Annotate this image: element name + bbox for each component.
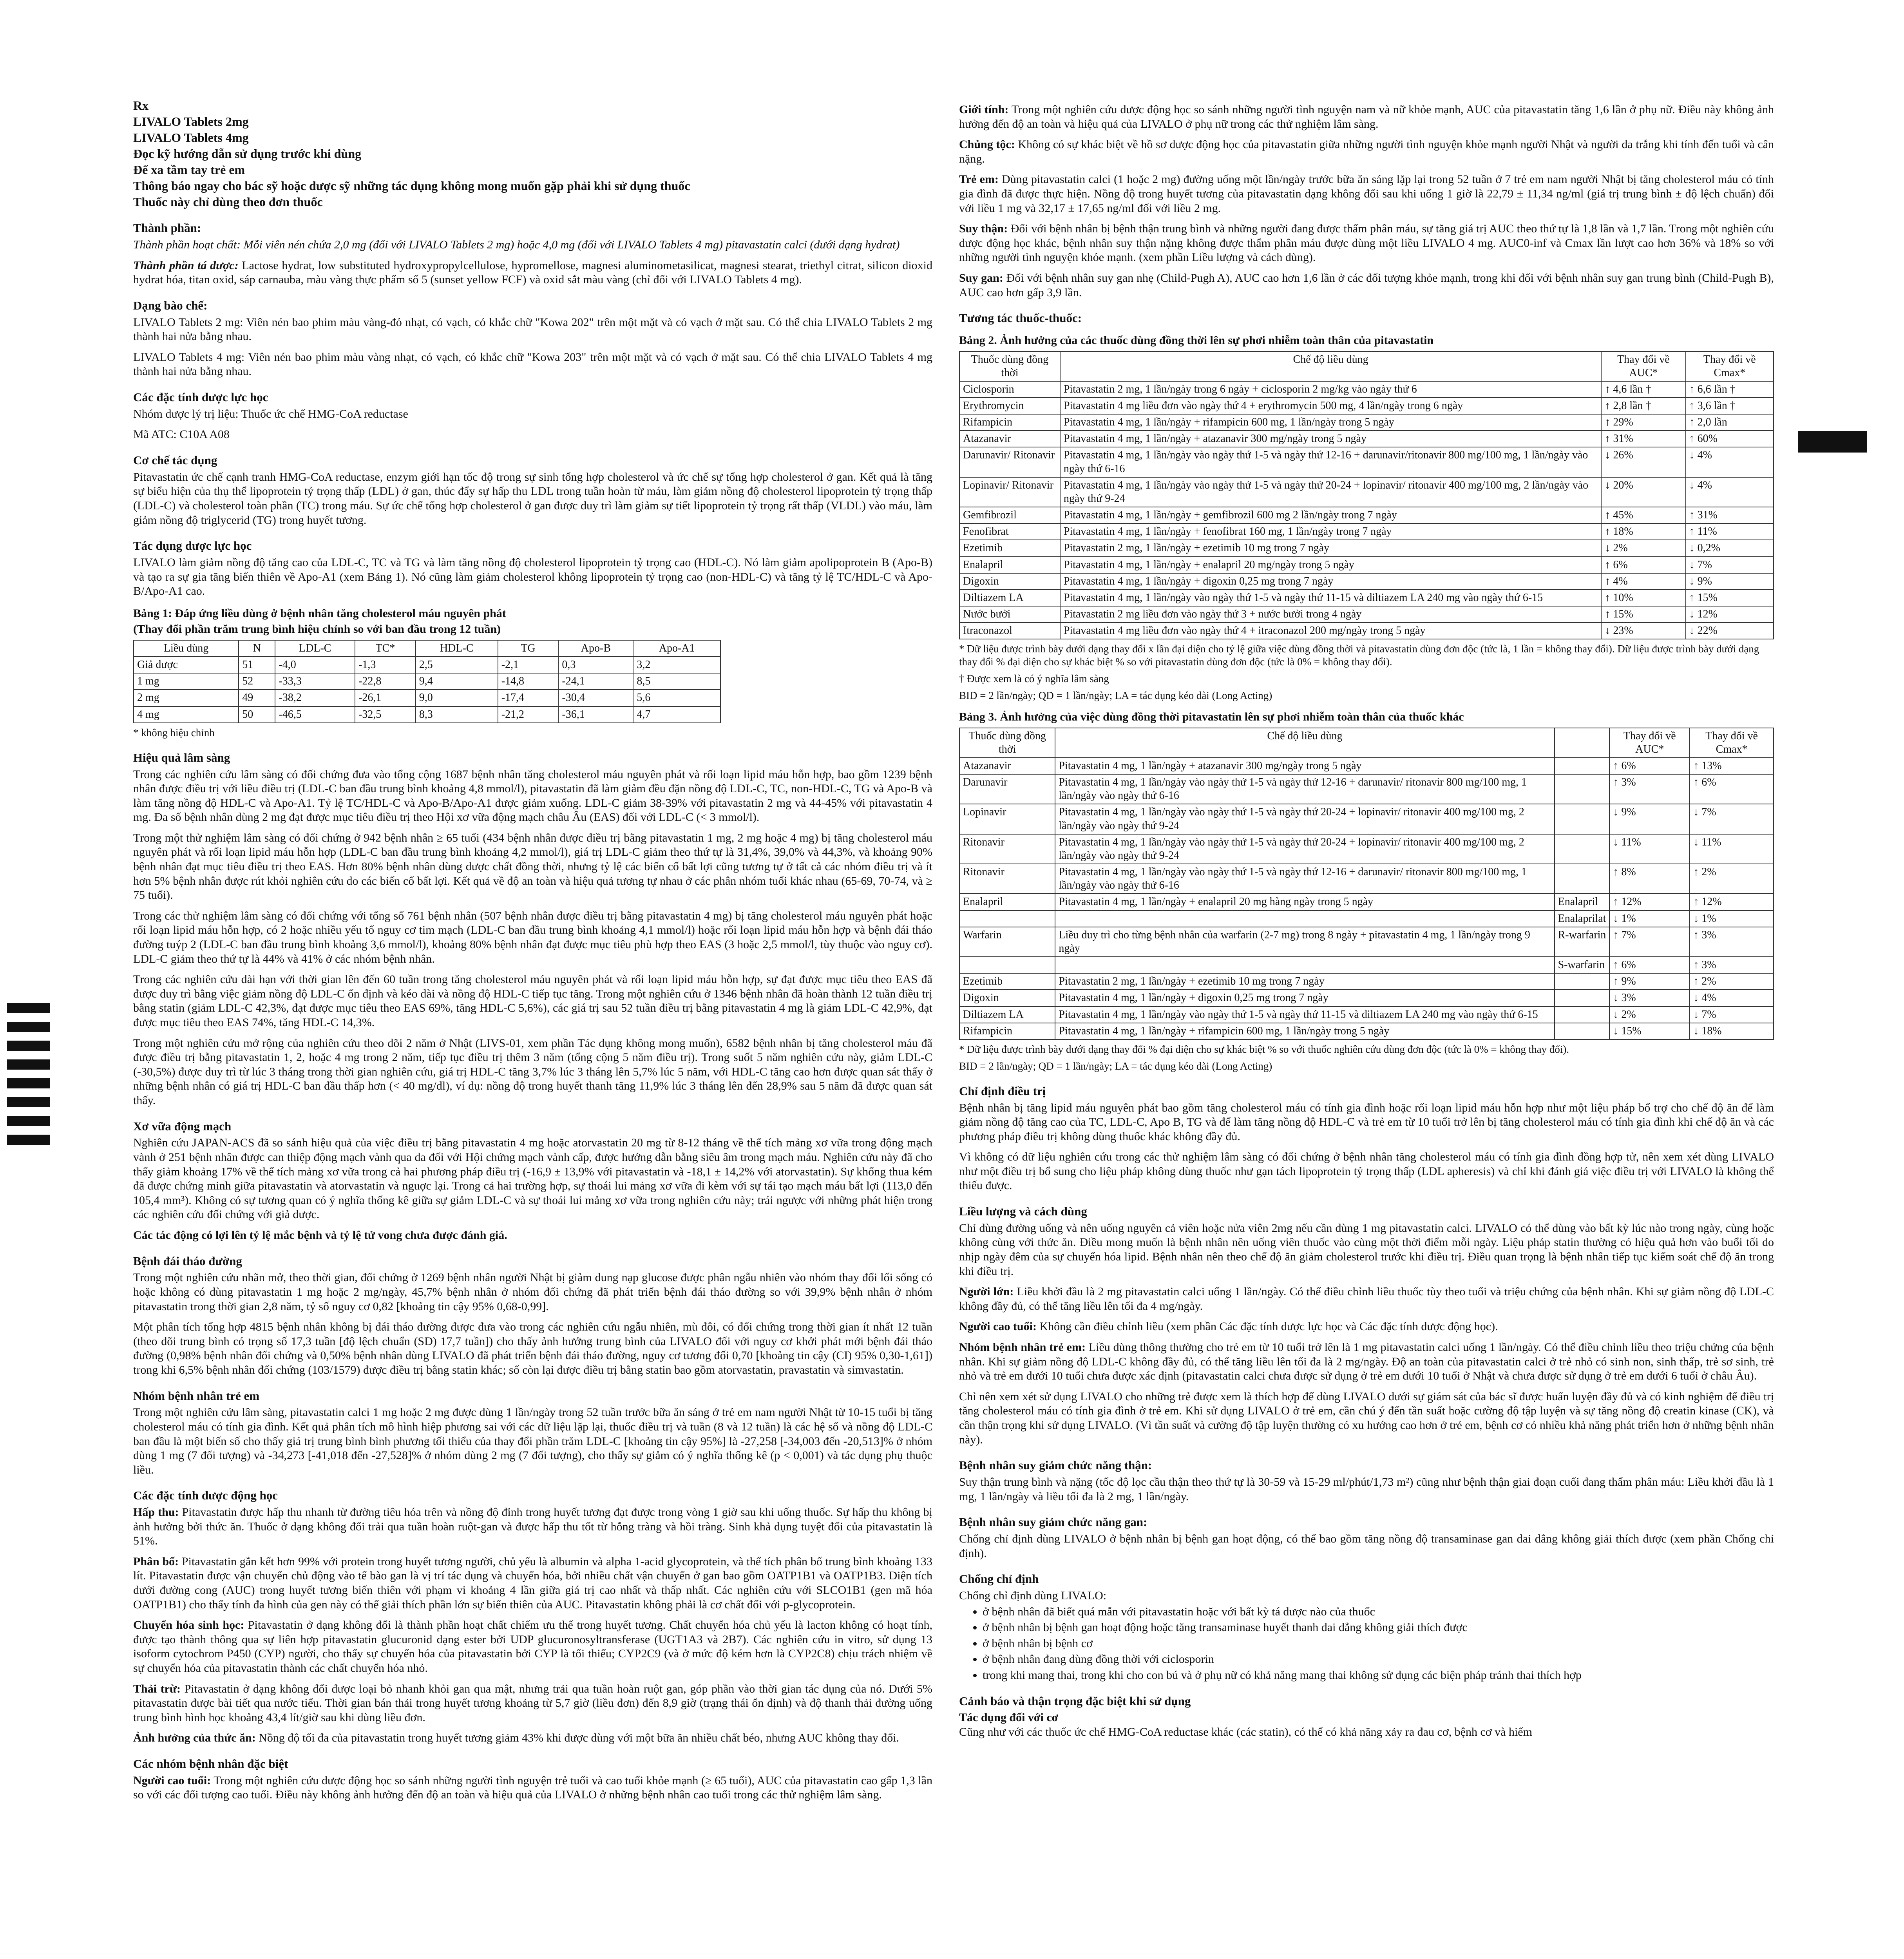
table-cell: Pitavastatin 4 mg, 1 lần/ngày + atazanavir 300 mg/ngày trong 5 ngày — [1060, 431, 1602, 447]
table-header-cell: TC* — [355, 640, 416, 657]
table-row — [959, 804, 1774, 834]
table-cell: ↑ 2% — [1690, 864, 1774, 894]
table-row — [959, 758, 1774, 774]
table-cell: 4 mg — [134, 706, 239, 723]
table1-caption2: (Thay đổi phần trăm trung bình hiệu chỉnh so với ban đầu trong 12 tuần) — [133, 623, 501, 636]
table-cell: R-warfarin — [1555, 927, 1610, 957]
table-row — [959, 414, 1774, 431]
table-cell — [1555, 990, 1610, 1006]
table-cell: ↑ 15% — [1686, 590, 1774, 606]
table-row — [959, 911, 1774, 927]
clinical-p1: Trong các nghiên cứu lâm sàng có đối chứng đưa vào tổng cộng 1687 bệnh nhân tăng cholesterol máu nguyên phát và rối loạn lipid máu hỗn hợp, bao gồm 1239 bệnh nhân được điều trị với liều điều trị (LDL-C ban đầu trung bình khoảng 4,8 mmol/l), pitavastatin đã làm giảm đều đặn nồng độ LDL-C, TC, non-HDL-C, TG và Apo-B và làm tăng nồng độ HDL-C và Apo-A1. Tỷ lệ TC/HDL-C và Apo-B/Apo-A1 được giảm xuống. LDL-C giảm 38-39% với pitavastatin 2 mg và 44-45% với pitavastatin 4 mg. Đa số bệnh nhân dùng 2 mg đạt được mục tiêu điều trị theo Hội xơ vữa động mạch châu Âu (EAS) đối với LDL-C (< 3 mmol/l). — [133, 768, 932, 824]
table-row — [959, 381, 1774, 398]
table-cell: 49 — [239, 690, 275, 706]
table-cell: ↑ 7% — [1609, 927, 1690, 957]
table2 — [959, 351, 1774, 640]
table-row — [959, 1007, 1774, 1023]
table-row — [959, 590, 1774, 606]
table-cell: ↑ 6% — [1609, 758, 1690, 774]
pharmacology-group: Nhóm dược lý trị liệu: Thuốc ức chế HMG-CoA reductase — [133, 407, 408, 420]
table-cell: Itraconazol — [959, 623, 1060, 639]
table-cell: ↑ 12% — [1609, 894, 1690, 910]
table-row — [959, 606, 1774, 623]
warnings-text: Cũng như với các thuốc ức chế HMG-CoA reductase khác (các statin), có thể có khả năng xảy ra đau cơ, bệnh cơ và hiếm — [959, 1725, 1532, 1738]
table-cell: Darunavir — [959, 774, 1055, 804]
dosage-renal: Suy thận trung bình và nặng (tốc độ lọc cầu thận theo thứ tự là 30-59 và 15-29 ml/phút/1,73 m²) cũng như bệnh thận giai đoạn cuối đang thẩm phân máu: Liều khởi đầu là 1 mg, 1 lần/ngày và liều tối đa là 2 mg, 1 lần/ngày. — [959, 1476, 1774, 1503]
table-header-cell: Chế độ liều dùng — [1060, 351, 1602, 381]
table-cell: Fenofibrat — [959, 523, 1060, 540]
table-cell: Pitavastatin 4 mg, 1 lần/ngày + fenofibrat 160 mg, 1 lần/ngày trong 7 ngày — [1060, 523, 1602, 540]
pk-food: Ảnh hưởng của thức ăn: Nồng độ tối đa của pitavastatin trong huyết tương giảm 43% khi được dùng với một bữa ăn nhiều chất béo, nhưng AUC không thay đổi. — [133, 1731, 900, 1745]
table-cell: ↓ 18% — [1690, 1023, 1774, 1039]
clinical-title: Hiệu quả lâm sàng — [133, 750, 230, 764]
table-cell: Pitavastatin 4 mg, 1 lần/ngày + rifampicin 600 mg, 1 lần/ngày trong 5 ngày — [1055, 1023, 1554, 1039]
table-cell: 51 — [239, 657, 275, 673]
dosage-renal-title: Bệnh nhân suy giảm chức năng thận: — [959, 1458, 1152, 1472]
pk-elderly: Người cao tuổi: Trong một nghiên cứu dược động học so sánh những người tình nguyện trẻ tuổi và cao tuổi khỏe mạnh (≥ 65 tuổi), AUC của pitavastatin cao gấp 1,3 lần so với các đối tượng cao tuổi. Điều này không ảnh hưởng đến độ an toàn và hiệu quả của LIVALO ở những bệnh nhân cao tuổi trong các thử nghiệm lâm sàng. — [133, 1774, 932, 1801]
pk-hepatic: Suy gan: Đối với bệnh nhân suy gan nhẹ (Child-Pugh A), AUC cao hơn 1,6 lần ở các đối tượng khỏe mạnh, trong khi đối với bệnh nhân suy gan trung bình (Child-Pugh B), AUC cao hơn gấp 3,9 lần. — [959, 271, 1774, 299]
dosage-hepatic: Chống chỉ định dùng LIVALO ở bệnh nhân bị bệnh gan hoạt động, có thể bao gồm tăng nồng độ transaminase gan dai dẳng không giải thích được (xem phần Chống chỉ định). — [959, 1532, 1774, 1560]
table-header-cell: Thay đổi về AUC* — [1601, 351, 1685, 381]
indications-p2: Vì không có dữ liệu nghiên cứu trong các thử nghiệm lâm sàng có đối chứng ở bệnh nhân tăng cholesterol máu có tính gia đình đồng hợp tử, nên xem xét dùng LIVALO như một điều trị bổ sung cho liệu pháp không dùng thuốc như gạn tách lipoprotein tỷ trọng thấp (LDL apheresis) và chỉ khi đánh giá việc điều trị với LIVALO là không thể thiếu được. — [959, 1150, 1774, 1192]
contraindication-item: • trong khi mang thai, trong khi cho con bú và ở phụ nữ có khả năng mang thai không sử dụng các biện pháp tránh thai thích hợp — [983, 1668, 1774, 1683]
atherosclerosis-p2: Các tác động có lợi lên tỷ lệ mắc bệnh và tỷ lệ tử vong chưa được đánh giá. — [133, 1228, 507, 1242]
product-name-2mg: LIVALO Tablets 2mg — [133, 114, 249, 129]
table-cell: -1,3 — [355, 657, 416, 673]
table-cell: Rifampicin — [959, 414, 1060, 431]
table-cell: 1 mg — [134, 673, 239, 690]
contraindication-item: • ở bệnh nhân bị bệnh cơ — [983, 1637, 1774, 1651]
table-row — [959, 523, 1774, 540]
table-cell: -33,3 — [275, 673, 355, 690]
table-cell: -26,1 — [355, 690, 416, 706]
warning-read: Đọc kỹ hướng dẫn sử dụng trước khi dùng — [133, 147, 362, 161]
table-row — [959, 477, 1774, 507]
table-cell: ↓ 1% — [1690, 911, 1774, 927]
table-cell: Darunavir/ Ritonavir — [959, 447, 1060, 477]
table-cell — [1555, 1007, 1610, 1023]
table-cell: ↓ 7% — [1690, 1007, 1774, 1023]
table-cell: 0,3 — [558, 657, 633, 673]
table-cell: ↑ 3% — [1690, 957, 1774, 973]
table-cell: -30,4 — [558, 690, 633, 706]
dosage-peds: Nhóm bệnh nhân trẻ em: Liều dùng thông thường cho trẻ em từ 10 tuổi trở lên là 1 mg pitavastatin calci uống 1 lần/ngày. Có thể điều chỉnh liều theo triệu chứng của bệnh nhân. Khi sự giảm nồng độ LDL-C không đầy đủ, có thể tăng liều lên tối đa là 2 mg/ngày. Độ an toàn của pitavastatin calci ở trẻ nhỏ có sinh non, sinh thấp, trẻ sơ sinh, trẻ nhỏ và trẻ em dưới 10 tuổi chưa được xác định (pitavastatin calci chưa được sử dụng ở trẻ em dưới 10 tuổi ở Nhật và chưa được sử dụng ở trẻ em dưới 6 tuổi ở châu Âu). — [959, 1341, 1774, 1383]
table-cell: -38,2 — [275, 690, 355, 706]
table-cell: ↑ 6,6 lần † — [1686, 381, 1774, 398]
table-cell: ↑ 29% — [1601, 414, 1685, 431]
table-cell: ↑ 31% — [1686, 507, 1774, 523]
table-cell: Pitavastatin 4 mg, 1 lần/ngày vào ngày thứ 1-5 và ngày thứ 12-16 + darunavir/ritonavir 800 mg/100 mg, 1 lần/ngày vào ngày thứ 6-16 — [1060, 447, 1602, 477]
table1 — [133, 640, 721, 723]
indications-title: Chỉ định điều trị — [959, 1084, 1046, 1098]
pk-title: Các đặc tính dược động học — [133, 1488, 278, 1503]
pk-gender: Giới tính: Trong một nghiên cứu dược động học so sánh những người tình nguyện nam và nữ khỏe mạnh, AUC của pitavastatin tăng 1,6 lần ở phụ nữ. Điều này không ảnh hưởng đến độ an toàn và hiệu quả của LIVALO ở phụ nữ trong các thử nghiệm lâm sàng. — [959, 103, 1774, 130]
table-cell: Pitavastatin 4 mg, 1 lần/ngày + atazanavir 300 mg/ngày trong 5 ngày — [1055, 758, 1554, 774]
table-cell: ↑ 6% — [1690, 774, 1774, 804]
table-cell: ↓ 2% — [1609, 1007, 1690, 1023]
table-cell: Ritonavir — [959, 864, 1055, 894]
table-cell: Ciclosporin — [959, 381, 1060, 398]
table-cell: ↓ 3% — [1609, 990, 1690, 1006]
table-header-cell: Thay đổi về Cmax* — [1690, 728, 1774, 758]
table-cell: ↑ 60% — [1686, 431, 1774, 447]
table1-footnote: * không hiệu chỉnh — [133, 726, 215, 739]
table-cell: ↑ 15% — [1601, 606, 1685, 623]
table-header-cell: Thay đổi về AUC* — [1609, 728, 1690, 758]
table-cell: Pitavastatin 4 mg, 1 lần/ngày vào ngày thứ 1-5 và ngày thứ 11-15 và diltiazem LA 240 mg vào ngày thứ 6-15 — [1060, 590, 1602, 606]
table-cell: S-warfarin — [1555, 957, 1610, 973]
table-cell: Pitavastatin 2 mg, 1 lần/ngày + ezetimib 10 mg trong 7 ngày — [1060, 540, 1602, 556]
table2-caption: Bảng 2. Ảnh hưởng của các thuốc dùng đồng thời lên sự phơi nhiễm toàn thân của pitavastatin — [959, 333, 1434, 347]
pk-absorption: Hấp thu: Pitavastatin được hấp thu nhanh từ đường tiêu hóa trên và nồng độ đỉnh trong huyết tương đạt được trong vòng 1 giờ sau khi uống thuốc. Sự hấp thu không bị ảnh hưởng bởi thức ăn. Thuốc ở dạng không đổi trải qua tuần hoàn ruột-gan và được hấp thu tốt từ hỗng tràng và hồi tràng. Sinh khả dụng tuyệt đối của pitavastatin là 51%. — [133, 1506, 933, 1548]
table-cell: Enalapril — [959, 894, 1055, 910]
table-row — [959, 927, 1774, 957]
contraindication-item: • ở bệnh nhân đã biết quá mẫn với pitavastatin hoặc với bất kỳ tá dược nào của thuốc — [983, 1605, 1774, 1619]
pk-metabolism: Chuyển hóa sinh học: Pitavastatin ở dạng không đổi là thành phần hoạt chất chiếm ưu thế trong huyết tương. Chất chuyển hóa chủ yếu là lacton không có hoạt tính, được tạo thành thông qua sự liên hợp pitavastatin glucuronid dạng ester bởi UDP glucuronosyltransferase (UGT1A3 và 2B7). Các nghiên cứu in vitro, sử dụng 13 isoform cytochrom P450 (CYP) người, cho thấy sự chuyển hóa của pitavastatin bởi CYP là tối thiểu; CYP2C9 (và ở mức độ kém hơn là CYP2C8) chịu trách nhiệm về sự chuyển hóa của pitavastatin thành các chất chuyển hóa nhỏ. — [133, 1619, 933, 1675]
table-cell: Pitavastatin 4 mg, 1 lần/ngày vào ngày thứ 1-5 và ngày thứ 20-24 + lopinavir/ ritonavir 400 mg/100 mg, 2 lần/ngày vào ngày thứ 9-24 — [1055, 834, 1554, 864]
table-cell: Lopinavir — [959, 804, 1055, 834]
table-cell: -2,1 — [498, 657, 559, 673]
table-cell: ↑ 4,6 lần † — [1601, 381, 1685, 398]
table2-note2: † Được xem là có ý nghĩa lâm sàng — [959, 673, 1109, 685]
table-cell: Pitavastatin 4 mg, 1 lần/ngày + digoxin 0,25 mg trong 7 ngày — [1060, 573, 1602, 590]
table-cell: Ezetimib — [959, 540, 1060, 556]
header-block — [133, 98, 932, 210]
dosage-hepatic-title: Bệnh nhân suy giảm chức năng gan: — [959, 1515, 1147, 1529]
table-cell: ↑ 3,6 lần † — [1686, 398, 1774, 414]
table-cell: ↓ 15% — [1609, 1023, 1690, 1039]
table-cell: ↑ 13% — [1690, 758, 1774, 774]
table-cell: 5,6 — [633, 690, 720, 706]
table-header-cell: Liều dùng — [134, 640, 239, 657]
table-cell — [1555, 973, 1610, 990]
table-row — [959, 431, 1774, 447]
special-groups-title: Các nhóm bệnh nhân đặc biệt — [133, 1757, 288, 1771]
table-cell: ↓ 9% — [1609, 804, 1690, 834]
table-cell: ↓ 1% — [1609, 911, 1690, 927]
table-cell: 8,5 — [633, 673, 720, 690]
diabetes-title: Bệnh đái tháo đường — [133, 1254, 242, 1268]
table-cell: -17,4 — [498, 690, 559, 706]
registration-marks — [7, 1003, 50, 1153]
table-cell: ↓ 2% — [1601, 540, 1685, 556]
atc-code: Mã ATC: C10A A08 — [133, 428, 230, 441]
table-cell: ↑ 6% — [1609, 957, 1690, 973]
table-cell: ↓ 26% — [1601, 447, 1685, 477]
table-cell: ↑ 8% — [1609, 864, 1690, 894]
dosage-p1: Chỉ dùng đường uống và nên uống nguyên cả viên hoặc nửa viên 2mg nếu cần dùng 1 mg pitavastatin calci. LIVALO có thể dùng vào bất kỳ lúc nào trong ngày, cùng hoặc không cùng với thức ăn. Điều mong muốn là bệnh nhân nên uống viên thuốc vào cùng một thời điểm mỗi ngày. Liệu pháp statin thường có hiệu quả hơn vào buổi tối do nhịp ngày đêm của sự chuyển hóa lipid. Bệnh nhân nên theo chế độ ăn giảm cholesterol trước khi điều trị. Điều quan trọng là bệnh nhân tiếp tục kiểm soát chế độ ăn trong khi điều trị. — [959, 1221, 1774, 1278]
table-cell: Pitavastatin 4 mg, 1 lần/ngày vào ngày thứ 1-5 và ngày thứ 12-16 + darunavir/ ritonavir 800 mg/100 mg, 1 lần/ngày vào ngày thứ 6-16 — [1055, 774, 1554, 804]
indications-p1: Bệnh nhân bị tăng lipid máu nguyên phát bao gồm tăng cholesterol máu có tính gia đình hoặc rối loạn lipid máu hỗn hợp như một liệu pháp bổ trợ cho chế độ ăn để làm giảm nồng độ tăng cao của TC, LDL-C, Apo B, TG và để làm tăng nồng độ HDL-C và trẻ em từ 10 tuổi trở lên bị tăng cholesterol máu có tính gia đình khi chế độ ăn và các phương pháp điều trị không dùng thuốc khác không đầy đủ. — [959, 1101, 1774, 1143]
table-cell: Pitavastatin 4 mg, 1 lần/ngày + digoxin 0,25 mg trong 7 ngày — [1055, 990, 1554, 1006]
table-cell: -22,8 — [355, 673, 416, 690]
warnings-sub: Tác dụng đối với cơ — [959, 1711, 1059, 1724]
table3-caption: Bảng 3. Ảnh hưởng của việc dùng đồng thời pitavastatin lên sự phơi nhiễm toàn thân của thuốc khác — [959, 710, 1464, 724]
table-cell: ↑ 3% — [1690, 927, 1774, 957]
atherosclerosis-p1: Nghiên cứu JAPAN-ACS đã so sánh hiệu quả của việc điều trị bằng pitavastatin 4 mg hoặc atorvastatin 20 mg từ 8-12 tháng về thể tích mảng xơ vữa trong động mạch vành ở 251 bệnh nhân được can thiệp động mạch vành qua da đối với Hội chứng mạch vành cấp, được hướng dẫn bằng siêu âm trong mạch máu. Nghiên cứu này đã cho thấy giảm khoảng 17% về thể tích mảng xơ vữa trong cả hai phương pháp điều trị (-16,9 ± 13,9% với pitavastatin và -18,1 ± 14,2% với atorvastatin). Sự khống thua kém đã được chứng minh giữa pitavastatin và atorvastatin và nguợc lại. Trong cả hai trường hợp, sự thoái lui mảng xơ vữa đi kèm với sự tái tạo mạch máu bất lợi (113,0 đến 105,4 mm³). Không có sự tương quan có ý nghĩa thống kê giữa sự giảm LDL-C và sự thoái lui mảng xơ vữa trong nghiên cứu này; trái ngược với những phát hiện trong các nghiên cứu đối chứng với giả dược. — [133, 1136, 932, 1221]
table-row — [959, 573, 1774, 590]
table-cell: Pitavastatin 4 mg, 1 lần/ngày vào ngày thứ 1-5 và ngày thứ 20-24 + lopinavir/ ritonavir 400 mg/100 mg, 2 lần/ngày vào ngày thứ 9-24 — [1055, 804, 1554, 834]
table-row — [959, 990, 1774, 1006]
table-cell: Pitavastatin 4 mg liều đơn vào ngày thứ 4 + erythromycin 500 mg, 4 lần/ngày trong 6 ngày — [1060, 398, 1602, 414]
pediatric-p1: Trong một nghiên cứu lâm sàng, pitavastatin calci 1 mg hoặc 2 mg được dùng 1 lần/ngày trong 52 tuần trước bữa ăn sáng ở trẻ em nam người Nhật từ 10-15 tuổi bị tăng cholesterol máu có tính gia đình. Kết quả phân tích mô hình hiệp phương sai với các dữ liệu lặp lại, thuốc điều trị và tuần (8 và 12 tuần) là các hệ số và nồng độ LDL-C ban đầu là một biến số cho thấy giá trị trung bình bình phương tối thiểu của thay đổi phần trăm LDL-C [khoảng tin cậy 95%] là -27,258 [-34,003 đến -20,513]% ở nhóm dùng 1 mg (7 đối tượng) và -34,273 [-41,018 đến -27,528]% ở nhóm dùng 2 mg (7 đối tượng), cho thấy sự giảm có ý nghĩa thống kê (p < 0,001) và tác dụng phụ thuộc liều. — [133, 1406, 932, 1476]
table-cell: Diltiazem LA — [959, 1007, 1055, 1023]
mechanism-title: Cơ chế tác dụng — [133, 453, 217, 467]
table-cell: 9,0 — [416, 690, 498, 706]
table-row — [959, 540, 1774, 556]
composition-excipient: Thành phần tá dược: Lactose hydrat, low substituted hydroxypropylcellulose, hypromellose, magnesi aluminometasilicat, magnesi stearat, triethyl citrat, silicon dioxid hydrat hóa, titan oxid, sáp carnauba, màu vàng thực phẩm số 5 (sunset yellow FCF) và oxid sắt màu vàng (chỉ đối với LIVALO Tablets 4 mg). — [133, 259, 933, 286]
table-header-cell: Thuốc dùng đồng thời — [959, 351, 1060, 381]
table-cell: Liều duy trì cho từng bệnh nhân của warfarin (2-7 mg) trong 8 ngày + pitavastatin 4 mg, 1 lần/ngày trong 9 ngày — [1055, 927, 1554, 957]
table-cell — [1555, 864, 1610, 894]
table-cell: ↑ 45% — [1601, 507, 1685, 523]
table-cell — [1555, 774, 1610, 804]
table-row — [959, 1023, 1774, 1039]
dosage-form-title: Dạng bào chế: — [133, 298, 208, 312]
clinical-p2: Trong một thử nghiệm lâm sàng có đối chứng ở 942 bệnh nhân ≥ 65 tuổi (434 bệnh nhân được điều trị bằng pitavastatin 1 mg, 2 mg hoặc 4 mg) bị tăng cholesterol máu nguyên phát và rối loạn lipid máu hỗn hợp (LDL-C ban đầu trung bình khoảng 4,2 mmol/l), giá trị LDL-C giảm theo thứ tự là 31,4%, 39,0% và 44,3%, và khoảng 90% bệnh nhân đạt mục tiêu điều trị theo EAS. Hơn 80% bệnh nhân dùng dược chất đồng thời, nhưng tỷ lệ các biến cố bất lợi cũng tương tự ở tất cả các nhóm điều trị và ít hơn 5% bệnh nhân được rút khỏi nghiên cứu do các biến cố bất lợi. Kết quả về độ an toàn và hiệu quả tương tự nhau ở các phân nhóm tuổi khác nhau (65-69, 70-74, và ≥ 75 tuổi). — [133, 831, 932, 902]
table-cell: ↓ 12% — [1686, 606, 1774, 623]
table-cell: ↑ 3% — [1609, 774, 1690, 804]
table-cell: Pitavastatin 2 mg liều đơn vào ngày thứ 3 + nước bưởi trong 4 ngày — [1060, 606, 1602, 623]
clinical-p4: Trong các nghiên cứu dài hạn với thời gian lên đến 60 tuần trong tăng cholesterol máu nguyên phát và rối loạn lipid máu hỗn hợp, sự đạt được mục tiêu theo EAS đã được duy trì bằng việc giảm nồng độ LDL-C ổn định và kéo dài và nồng độ HDL-C tiếp tục tăng. Trong một nghiên cứu ở 1346 bệnh nhân đã hoàn thành 12 tuần điều trị bằng statin (giảm LDL-C 42,3%, đạt được mục tiêu theo EAS 69%, tăng HDL-C 5,6%), các giá trị sau 52 tuần điều trị bằng pitavastatin 4 mg là giảm LDL-C 42,9%, đạt được mục tiêu theo EAS 74%, tăng HDL-C 14,3%. — [133, 973, 932, 1029]
dosage-form-4mg: LIVALO Tablets 4 mg: Viên nén bao phim màu vàng nhạt, có vạch, có khắc chữ "Kowa 203" trên một mặt và có vạch ở mặt sau. Có thể chia LIVALO Tablets 4 mg thành hai nửa bằng nhau. — [133, 350, 932, 378]
warnings-title: Cảnh báo và thận trọng đặc biệt khi sử dụng — [959, 1694, 1191, 1708]
table-cell: Lopinavir/ Ritonavir — [959, 477, 1060, 507]
table-cell: -36,1 — [558, 706, 633, 723]
table-cell — [1555, 804, 1610, 834]
table-cell: ↓ 20% — [1601, 477, 1685, 507]
table-cell: Rifampicin — [959, 1023, 1055, 1039]
table-cell: -4,0 — [275, 657, 355, 673]
pk-distribution: Phân bố: Pitavastatin gắn kết hơn 99% với protein trong huyết tương người, chủ yếu là albumin và alpha 1-acid glycoprotein, và thể tích phân bố trung bình khoảng 133 lít. Pitavastatin được vận chuyển chủ động vào tế bào gan là vị trí tác dụng và chuyển hóa, bởi nhiều chất vận chuyển ở gan bao gồm OATP1B1 và OATP1B3. Diện tích dưới đường cong (AUC) trong huyết tương biến thiên với phạm vi khoảng 4 lần giữa giá trị cao nhất và thấp nhất. Các nghiên cứu với SLCO1B1 (gen mã hóa OATP1B1) cho thấy tính đa hình của gen này có thể giải thích phần lớn sự biến thiên của AUC. Pitavastatin không phải là cơ chất đối với p-glycoprotein. — [133, 1555, 933, 1611]
table-cell: -46,5 — [275, 706, 355, 723]
table-cell: Erythromycin — [959, 398, 1060, 414]
table-row — [134, 690, 720, 706]
table-cell: 50 — [239, 706, 275, 723]
table-cell: Nước bưởi — [959, 606, 1060, 623]
table-cell: ↑ 2,8 lần † — [1601, 398, 1685, 414]
table-cell: Enalaprilat — [1555, 911, 1610, 927]
table-header-cell — [1555, 728, 1610, 758]
table-cell: Pitavastatin 4 mg, 1 lần/ngày + enalapril 20 mg/ngày trong 5 ngày — [1060, 557, 1602, 573]
table-cell: ↑ 2,0 lần — [1686, 414, 1774, 431]
rx-label: Rx — [133, 98, 149, 112]
warning-report: Thông báo ngay cho bác sỹ hoặc dược sỹ những tác dụng không mong muốn gặp phải khi sử dụng thuốc — [133, 179, 690, 193]
table-cell — [1555, 1023, 1610, 1039]
table-cell — [959, 957, 1055, 973]
table-cell: Atazanavir — [959, 758, 1055, 774]
table-cell: 52 — [239, 673, 275, 690]
table-cell: Giả dược — [134, 657, 239, 673]
table-cell: Pitavastatin 4 mg, 1 lần/ngày vào ngày thứ 1-5 và ngày thứ 20-24 + lopinavir/ ritonavir 400 mg/100 mg, 2 lần/ngày vào ngày thứ 9-24 — [1060, 477, 1602, 507]
table-cell: ↓ 9% — [1686, 573, 1774, 590]
dosage-title: Liều lượng và cách dùng — [959, 1204, 1087, 1218]
table-cell: ↓ 22% — [1686, 623, 1774, 639]
contraindications-list — [959, 1605, 1774, 1683]
pk-renal: Suy thận: Đối với bệnh nhân bị bệnh thận trung bình và những người đang được thẩm phân máu, sự tăng giá trị AUC theo thứ tự là 1,8 lần và 1,7 lần. Trong một nghiên cứu dược động học khác, bệnh nhân suy thận nặng không được thẩm phân máu được dùng một liều LIVALO 4 mg. AUC0-inf và Cmax lần lượt cao hơn 36% và 18% so với những người tình nguyện khỏe mạnh. (xem phần Liều lượng và cách dùng). — [959, 222, 1774, 264]
table1-caption: Bảng 1: Đáp ứng liều dùng ở bệnh nhân tăng cholesterol máu nguyên phát — [133, 607, 506, 620]
table-cell: ↓ 7% — [1686, 557, 1774, 573]
table-header-cell: Chế độ liều dùng — [1055, 728, 1554, 758]
table-cell: Diltiazem LA — [959, 590, 1060, 606]
table-cell: 2,5 — [416, 657, 498, 673]
table-cell: Digoxin — [959, 573, 1060, 590]
table-cell: ↑ 9% — [1609, 973, 1690, 990]
table-cell: 9,4 — [416, 673, 498, 690]
table3 — [959, 728, 1774, 1040]
table-cell: ↑ 12% — [1690, 894, 1774, 910]
table-header-cell: LDL-C — [275, 640, 355, 657]
diabetes-p2: Một phân tích tổng hợp 4815 bệnh nhân không bị đái tháo đường được đưa vào trong các nghiên cứu ngẫu nhiên, mù đôi, có đối chứng trong thời gian ít nhất 12 tuần (theo dõi trung bình có trọng số 17,3 tuần [độ lệch chuẩn (SD) 17,7 tuần]) cho thấy ảnh hưởng trung bình của LIVALO đối với nguy cơ khởi phát mới bệnh đái tháo đường (0,98% bệnh nhân đối chứng và 0,50% bệnh nhân dùng LIVALO đã phát triển bệnh đái tháo đường, nguy cơ tương đối 0,70 [khoảng tin cậy (CI) 95% 0,30-1,61]) trong khi 6,5% bệnh nhân đối chứng (103/1579) được điều trị bằng statin khác; số còn lại được điều trị bằng statin bao gồm atorvastatin, pravastatin và simvastatin. — [133, 1320, 932, 1376]
table-cell: ↓ 0,2% — [1686, 540, 1774, 556]
dosage-form-2mg: LIVALO Tablets 2 mg: Viên nén bao phim màu vàng-đỏ nhạt, có vạch, có khắc chữ "Kowa 202" trên một mặt và có vạch ở mặt sau. Có thể chia LIVALO Tablets 2 mg thành hai nửa bằng nhau. — [133, 315, 932, 343]
pharmacology-title: Các đặc tính dược lực học — [133, 390, 268, 404]
table-row — [134, 673, 720, 690]
table-cell: -32,5 — [355, 706, 416, 723]
table-cell: ↓ 4% — [1690, 990, 1774, 1006]
table-cell: Pitavastatin 4 mg liều đơn vào ngày thứ 4 + itraconazol 200 mg/ngày trong 5 ngày — [1060, 623, 1602, 639]
table-cell: ↓ 7% — [1690, 804, 1774, 834]
table-row — [959, 507, 1774, 523]
table-cell: Pitavastatin 4 mg, 1 lần/ngày + enalapril 20 mg hàng ngày trong 5 ngày — [1055, 894, 1554, 910]
table-cell: 2 mg — [134, 690, 239, 706]
contraindication-item: • ở bệnh nhân đang dùng đồng thời với ciclosporin — [983, 1652, 1774, 1667]
table-cell: ↓ 4% — [1686, 447, 1774, 477]
pk-elimination: Thải trừ: Pitavastatin ở dạng không đổi được loại bỏ nhanh khỏi gan qua mật, nhưng trải qua tuần hoàn ruột gan, góp phần vào thời gian tác dụng của nó. Dưới 5% pitavastatin được bài tiết qua nước tiểu. Thời gian bán thải trong huyết tương khoảng từ 5,7 giờ (liều đơn) đến 8,9 giờ (trạng thái ổn định) và độ thanh thải đường uống trung bình hình học khoảng 43,4 lít/giờ sau khi dùng liều đơn. — [133, 1682, 933, 1724]
table-row — [134, 657, 720, 673]
table-header-cell: Apo-B — [558, 640, 633, 657]
table-cell: 8,3 — [416, 706, 498, 723]
table-cell: Enalapril — [959, 557, 1060, 573]
table-cell: -14,8 — [498, 673, 559, 690]
table2-note1: * Dữ liệu được trình bày dưới dạng thay đổi x lần đại diện cho tỷ lệ giữa việc dùng đồng thời và pitavastatin dùng đơn độc (tức là, 1 lần = không thay đổi). Dữ liệu được trình bày dưới dạng thay đổi % đại diện cho sự khác biệt % so với pitavastatin dùng đơn độc (tức là 0% = không thay đổi). — [959, 643, 1759, 668]
table-row — [959, 557, 1774, 573]
table-cell — [1055, 911, 1554, 927]
table-cell: Enalapril — [1555, 894, 1610, 910]
dosage-adult: Người lớn: Liều khởi đầu là 2 mg pitavastatin calci uống 1 lần/ngày. Có thể điều chỉnh liều thuốc tùy theo tuổi và triệu chứng của bệnh nhân. Khi sự giảm nồng độ LDL-C không đầy đủ, có thể tăng liều lên tối đa 4 mg/ngày. — [959, 1285, 1774, 1313]
diabetes-p1: Trong một nghiên cứu nhãn mở, theo thời gian, đối chứng ở 1269 bệnh nhân người Nhật bị giảm dung nạp glucose được phân ngẫu nhiên vào nhóm thay đổi lối sống có hoặc không có dùng pitavastatin 1 mg hoặc 2 mg/ngày, 45,7% bệnh nhân ở nhóm đối chứng đã phát triển bệnh đái tháo đường so với 39,9% bệnh nhân ở nhóm pitavastatin trong thời gian 2,8 năm, tỷ số nguy cơ 0,82 [khoảng tin cậy 95% 0,68-0,99]. — [133, 1271, 932, 1313]
pd-text: LIVALO làm giảm nồng độ tăng cao của LDL-C, TC và TG và làm tăng nồng độ cholesterol lipoprotein tỷ trọng cao (HDL-C). Nó làm giảm apolipoprotein B (Apo-B) và tạo ra sự gia tăng biến thiên về Apo-A1 (xem Bảng 1). Nó cũng làm giảm cholesterol không lipoprotein tỷ trọng cao (non-HDL-C) và tăng tỷ lệ TC/HDL-C và Apo-B/Apo-A1 cao. — [133, 556, 932, 598]
warning-prescription: Thuốc này chỉ dùng theo đơn thuốc — [133, 195, 323, 209]
table-cell — [1055, 957, 1554, 973]
table-cell: ↓ 4% — [1686, 477, 1774, 507]
table-cell: Pitavastatin 4 mg, 1 lần/ngày vào ngày thứ 1-5 và ngày thứ 11-15 và diltiazem LA 240 mg vào ngày thứ 6-15 — [1055, 1007, 1554, 1023]
table-header-cell: Thuốc dùng đồng thời — [959, 728, 1055, 758]
right-column — [959, 103, 1774, 1746]
composition-title: Thành phần: — [133, 221, 201, 235]
warning-children: Để xa tầm tay trẻ em — [133, 163, 245, 177]
table-cell: Pitavastatin 4 mg, 1 lần/ngày vào ngày thứ 1-5 và ngày thứ 12-16 + darunavir/ ritonavir 800 mg/100 mg, 1 lần/ngày vào ngày thứ 6-16 — [1055, 864, 1554, 894]
table-cell: ↑ 6% — [1601, 557, 1685, 573]
atherosclerosis-title: Xơ vữa động mạch — [133, 1119, 232, 1133]
product-name-4mg: LIVALO Tablets 4mg — [133, 130, 249, 145]
pk-children: Trẻ em: Dùng pitavastatin calci (1 hoặc 2 mg) đường uống một lần/ngày trước bữa ăn sáng lặp lại trong 52 tuần ở 7 trẻ em nam người Nhật bị tăng cholesterol máu có tính gia đình đã được thực hiện. Nồng độ trong huyết tương của pitavastatin dạng không đổi sau khi uống 1 giờ là 22,79 ± 11,34 ng/ml (giá trị trung bình ± độ lệch chuẩn) đối với liều 1 mg và 32,17 ± 17,65 ng/ml đối với liều 2 mg. — [959, 173, 1774, 215]
table-header-cell: Thay đổi về Cmax* — [1686, 351, 1774, 381]
table-row — [959, 447, 1774, 477]
table-header-cell: HDL-C — [416, 640, 498, 657]
table-row — [959, 623, 1774, 639]
table-cell: 4,7 — [633, 706, 720, 723]
table-cell: Pitavastatin 4 mg, 1 lần/ngày + gemfibrozil 600 mg 2 lần/ngày trong 7 ngày — [1060, 507, 1602, 523]
table-cell: ↑ 10% — [1601, 590, 1685, 606]
table-cell: Ritonavir — [959, 834, 1055, 864]
table3-note2: BID = 2 lần/ngày; QD = 1 lần/ngày; LA = tác dụng kéo dài (Long Acting) — [959, 1060, 1272, 1072]
table-header-cell: TG — [498, 640, 559, 657]
contraindication-item: • ở bệnh nhân bị bệnh gan hoạt động hoặc tăng transaminase huyết thanh dai dẳng không giải thích được — [983, 1620, 1774, 1635]
table-cell: ↓ 23% — [1601, 623, 1685, 639]
table-header-cell: N — [239, 640, 275, 657]
table-cell: Ezetimib — [959, 973, 1055, 990]
pediatric-title: Nhóm bệnh nhân trẻ em — [133, 1389, 260, 1403]
table-cell: Warfarin — [959, 927, 1055, 957]
table-cell: ↑ 4% — [1601, 573, 1685, 590]
mechanism-text: Pitavastatin ức chế cạnh tranh HMG-CoA reductase, enzym giới hạn tốc độ trong sự sinh tổng hợp cholesterol và ức chế sự tổng hợp cholesterol ở gan. Kết quả là tăng sự biểu hiện của thụ thể lipoprotein tỷ trọng thấp (LDL) ở gan, thúc đẩy sự hấp thu LDL trong tuần hoàn từ máu, làm giảm nồng độ cholesterol lipoprotein tỷ trọng thấp (LDL-C) và cholesterol toàn phần (TC) trong máu. Sự ức chế tổng hợp cholesterol ở gan được duy trì làm giảm sự tiết lipoprotein tỷ trọng rất thấp (VLDL) vào máu, làm giảm nồng độ triglycerid (TG) trong huyết tương. — [133, 470, 932, 527]
table-cell: ↑ 18% — [1601, 523, 1685, 540]
table-cell: -24,1 — [558, 673, 633, 690]
table3-note1: * Dữ liệu được trình bày dưới dạng thay đổi % đại diện cho sự khác biệt % so với thuốc nghiên cứu dùng đơn độc (tức là 0% = không thay đổi). — [959, 1043, 1569, 1055]
contraindications-intro: Chống chỉ định dùng LIVALO: — [959, 1589, 1107, 1602]
table-row — [959, 957, 1774, 973]
table2-note3: BID = 2 lần/ngày; QD = 1 lần/ngày; LA = tác dụng kéo dài (Long Acting) — [959, 690, 1272, 702]
contraindications-title: Chống chỉ định — [959, 1572, 1039, 1586]
table-row — [959, 894, 1774, 910]
clinical-p3: Trong các thử nghiệm lâm sàng có đối chứng với tổng số 761 bệnh nhân (507 bệnh nhân được điều trị bằng pitavastatin 4 mg) bị tăng cholesterol máu nguyên phát hoặc rối loạn lipid máu hỗn hợp, có 2 hoặc nhiều yếu tố nguy cơ tim mạch (LDL-C ban đầu trung bình khoảng 4,1 mmol/l) hoặc rối loạn lipid máu hỗn hợp và bệnh đái tháo đường tuýp 2 (LDL-C ban đầu trung bình khoảng 3,6 mmol/l), khoảng 80% bệnh nhân đạt được mục tiêu phù hợp theo EAS (3 hoặc 2,5 mmol/l, tùy thuộc vào nguy cơ). LDL-C giảm theo thứ tự là 44% và 41% ở các nhóm bệnh nhân. — [133, 909, 932, 965]
table-cell: 3,2 — [633, 657, 720, 673]
dosage-elderly: Người cao tuổi: Không cần điều chỉnh liều (xem phần Các đặc tính dược lực học và Các đặc tính dược động học). — [959, 1320, 1498, 1333]
composition-active: Thành phần hoạt chất: Mỗi viên nén chứa 2,0 mg (đối với LIVALO Tablets 2 mg) hoặc 4,0 mg (đối với LIVALO Tablets 4 mg) pitavastatin calci (dưới dạng hydrat) — [133, 238, 900, 252]
table-cell: Pitavastatin 4 mg, 1 lần/ngày + rifampicin 600 mg, 1 lần/ngày trong 5 ngày — [1060, 414, 1602, 431]
table-cell: Atazanavir — [959, 431, 1060, 447]
table-header-cell: Apo-A1 — [633, 640, 720, 657]
table-cell: ↓ 11% — [1609, 834, 1690, 864]
clinical-p5: Trong một nghiên cứu mở rộng của nghiên cứu theo dõi 2 năm ở Nhật (LIVS-01, xem phần Tác dụng không mong muốn), 6582 bệnh nhân bị tăng cholesterol máu đã được điều trị bằng pitavastatin 1, 2, hoặc 4 mg trong 2 năm, tiếp tục điều trị thêm 3 năm (tổng cộng 5 năm điều trị). Trong suốt 5 năm nghiên cứu này, giảm LDL-C (-30,5%) được duy trì từ lúc 3 tháng trong thời gian nghiên cứu, giá trị HDL-C tăng 3,7% lúc 3 tháng lên 5,7% lúc 5 năm, với HDL-C tăng cao hơn được quan sát thấy ở những bệnh nhân có giá trị HDL-C ban đầu thấp hơn (< 40 mg/dl), ví dụ: nồng độ trong huyết thanh tăng 11,9% lúc 3 tháng lên đến 28,9% sau 5 năm đã được quan sát thấy. — [133, 1036, 932, 1107]
left-column — [133, 98, 932, 1809]
pk-race: Chủng tộc: Không có sự khác biệt về hồ sơ dược động học của pitavastatin giữa những người tình nguyện khỏe mạnh người Nhật và người da trắng khi tính đến tuổi và cân nặng. — [959, 138, 1774, 165]
table-cell — [1555, 758, 1610, 774]
table-cell: Digoxin — [959, 990, 1055, 1006]
table-cell: ↑ 11% — [1686, 523, 1774, 540]
black-tab-mark — [1798, 431, 1867, 453]
pd-title: Tác dụng dược lực học — [133, 539, 252, 553]
table-row — [959, 864, 1774, 894]
dosage-peds2: Chỉ nên xem xét sử dụng LIVALO cho những trẻ được xem là thích hợp để dùng LIVALO dưới sự giám sát của bác sĩ được huấn luyện đầy đủ và có kinh nghiệm để điều trị tăng cholesterol máu có tính gia đình ở trẻ em. Khi sử dụng LIVALO ở trẻ em, cần chú ý đến tần suất hoặc cường độ tập luyện và sự tăng nồng độ creatin kinase (CK), và cần thận trọng khi sử dụng LIVALO. (Vì tần suất và cường độ tập luyện thường có xu hướng cao hơn ở trẻ em, bệnh cơ có nhiều khả năng phát triển hơn ở những bệnh nhân này). — [959, 1390, 1774, 1446]
table-row — [959, 834, 1774, 864]
table-cell: ↑ 2% — [1690, 973, 1774, 990]
table-cell: -21,2 — [498, 706, 559, 723]
table-cell: Pitavastatin 2 mg, 1 lần/ngày + ezetimib 10 mg trong 7 ngày — [1055, 973, 1554, 990]
table-row — [959, 774, 1774, 804]
table-row — [959, 398, 1774, 414]
table-cell — [1555, 834, 1610, 864]
table-cell — [959, 911, 1055, 927]
table-cell: ↓ 11% — [1690, 834, 1774, 864]
table-cell: ↑ 31% — [1601, 431, 1685, 447]
interactions-title: Tương tác thuốc-thuốc: — [959, 311, 1082, 325]
table-row — [134, 706, 720, 723]
table-cell: Gemfibrozil — [959, 507, 1060, 523]
table-row — [959, 973, 1774, 990]
table-cell: Pitavastatin 2 mg, 1 lần/ngày trong 6 ngày + ciclosporin 2 mg/kg vào ngày thứ 6 — [1060, 381, 1602, 398]
